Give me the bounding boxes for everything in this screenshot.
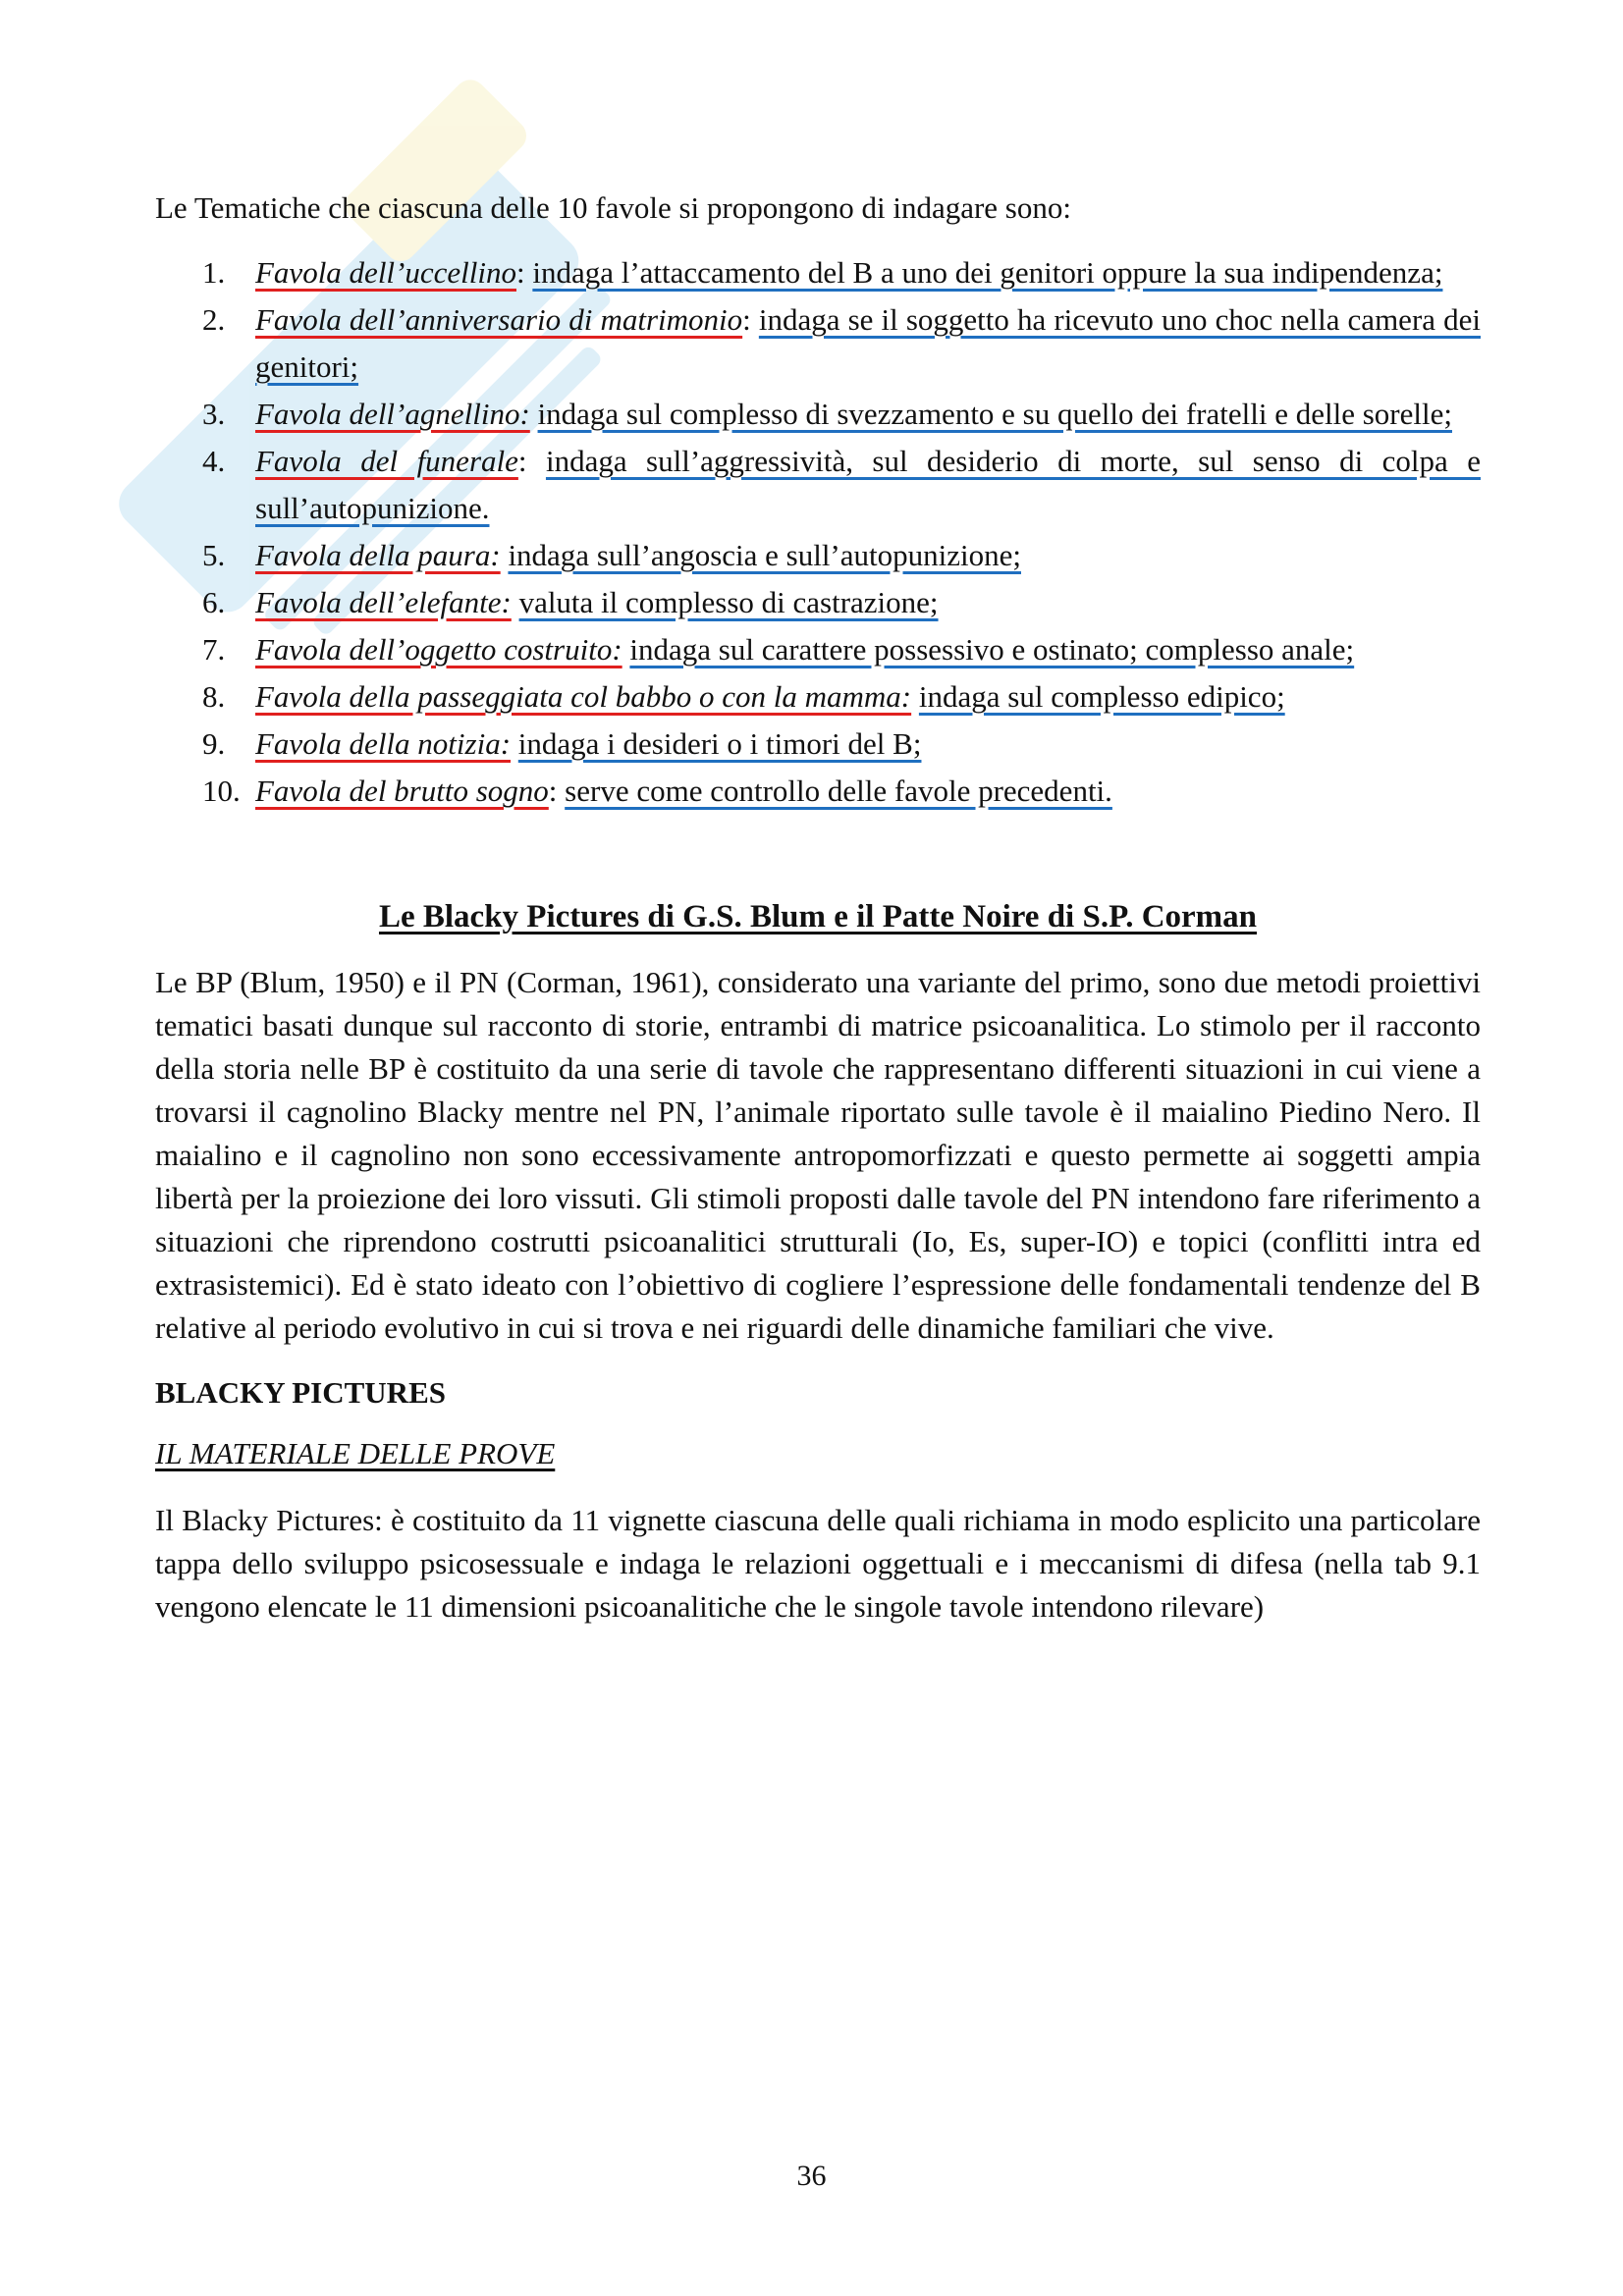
favola-description: indaga sul complesso di svezzamento e su quello dei fratelli e delle sorelle; — [537, 397, 1452, 431]
list-number: 4. — [202, 444, 226, 478]
favola-title: Favola del brutto sogno — [255, 774, 549, 808]
separator: : — [742, 302, 759, 337]
intro-text: Le Tematiche che ciascuna delle 10 favole si propongono di indagare sono: — [155, 190, 1071, 225]
list-item — [155, 438, 1481, 532]
favola-description: indaga se il soggetto ha ricevuto uno choc nella camera dei genitori; — [255, 302, 1481, 384]
favola-description: indaga sul complesso edipico; — [918, 679, 1285, 714]
section-paragraph: Le BP (Blum, 1950) e il PN (Corman, 1961), considerato una variante del primo, sono due metodi proiettivi tematici basati dunque sul racconto di storie, entrambi di matrice psicoanalitica. Lo stimolo per il racconto della storia nelle BP è costituito da una serie di tavole che rappresentano differenti situazioni in cui viene a trovarsi il cagnolino Blacky mentre nel PN, l’animale riportato sulle tavole è il maialino Piedino Nero. Il maialino e il cagnolino non sono eccessivamente antropomorfizzati e questo permette ai soggetti ampia libertà per la proiezione dei loro vissuti. Gli stimoli proposti dalle tavole del PN intendono fare riferimento a situazioni che riprendono costrutti psicoanalitici strutturali (Io, Es, super-IO) e topici (conflitti intra ed extrasistemici). Ed è stato ideato con l’obiettivo di cogliere l’espressione delle fondamentali tendenze del B relative al periodo evolutivo in cui si trova e nei riguardi delle dinamiche familiari che vive. — [155, 965, 1481, 1345]
separator — [911, 679, 919, 714]
favola-title: Favola della paura: — [255, 538, 501, 572]
page-number: 36 — [796, 2160, 827, 2192]
favola-title: Favola dell’anniversario di matrimonio — [255, 302, 743, 337]
favola-description: serve come controllo delle favole precedenti. — [565, 774, 1112, 808]
list-item — [155, 532, 1481, 579]
list-number: 9. — [202, 726, 226, 761]
list-item — [155, 673, 1481, 721]
separator — [512, 585, 519, 619]
list-number: 7. — [202, 632, 226, 667]
separator — [511, 726, 518, 761]
separator: : — [515, 255, 533, 290]
favola-description: indaga l’attaccamento del B a uno dei genitori oppure la sua indipendenza; — [532, 255, 1443, 290]
separator — [530, 397, 538, 431]
favola-description: indaga i desideri o i timori del B; — [517, 726, 922, 761]
list-number: 1. — [202, 255, 226, 290]
list-item — [155, 249, 1481, 296]
favola-description: indaga sul carattere possessivo e ostinato; complesso anale; — [629, 632, 1355, 667]
list-item — [155, 579, 1481, 626]
list-item — [155, 626, 1481, 673]
favola-title: Favola della passeggiata col babbo o con la mamma: — [255, 679, 912, 714]
favola-title: Favola dell’oggetto costruito: — [255, 632, 622, 667]
materiale-paragraph: Il Blacky Pictures: è costituito da 11 vignette ciascuna delle quali richiama in modo esplicito una particolare tappa dello sviluppo psicosessuale e indaga le relazioni oggettuali e i meccanismi di difesa (nella tab 9.1 vengono elencate le 11 dimensioni psicoanalitiche che le singole tavole intendono rilevare) — [155, 1503, 1481, 1624]
list-item — [155, 296, 1481, 391]
list-number: 3. — [202, 397, 226, 431]
materiale-heading: IL MATERIALE DELLE PROVE — [155, 1436, 556, 1470]
favola-description: indaga sull’angoscia e sull’autopunizione; — [508, 538, 1021, 572]
favole-list — [155, 249, 1481, 815]
favola-title: Favola dell’uccellino — [255, 255, 516, 290]
list-item — [155, 721, 1481, 768]
list-item — [155, 391, 1481, 438]
blacky-heading: BLACKY PICTURES — [155, 1375, 446, 1410]
list-item — [155, 768, 1481, 815]
favola-description: indaga sull’aggressività, sul desiderio di morte, sul senso di colpa e sull’autopunizione. — [255, 444, 1481, 525]
separator: : — [548, 774, 566, 808]
favola-description: valuta il complesso di castrazione; — [518, 585, 939, 619]
list-number: 10. — [202, 774, 241, 808]
list-number: 8. — [202, 679, 226, 714]
favola-title: Favola del funerale — [255, 444, 518, 478]
list-number: 2. — [202, 302, 226, 337]
page-content — [155, 187, 1481, 1629]
favola-title: Favola della notizia: — [255, 726, 512, 761]
favola-title: Favola dell’elefante: — [255, 585, 512, 619]
list-number: 5. — [202, 538, 226, 572]
separator: : — [517, 444, 546, 478]
list-number: 6. — [202, 585, 226, 619]
favola-title: Favola dell’agnellino: — [255, 397, 530, 431]
section-title: Le Blacky Pictures di G.S. Blum e il Patte Noire di S.P. Corman — [378, 899, 1258, 934]
